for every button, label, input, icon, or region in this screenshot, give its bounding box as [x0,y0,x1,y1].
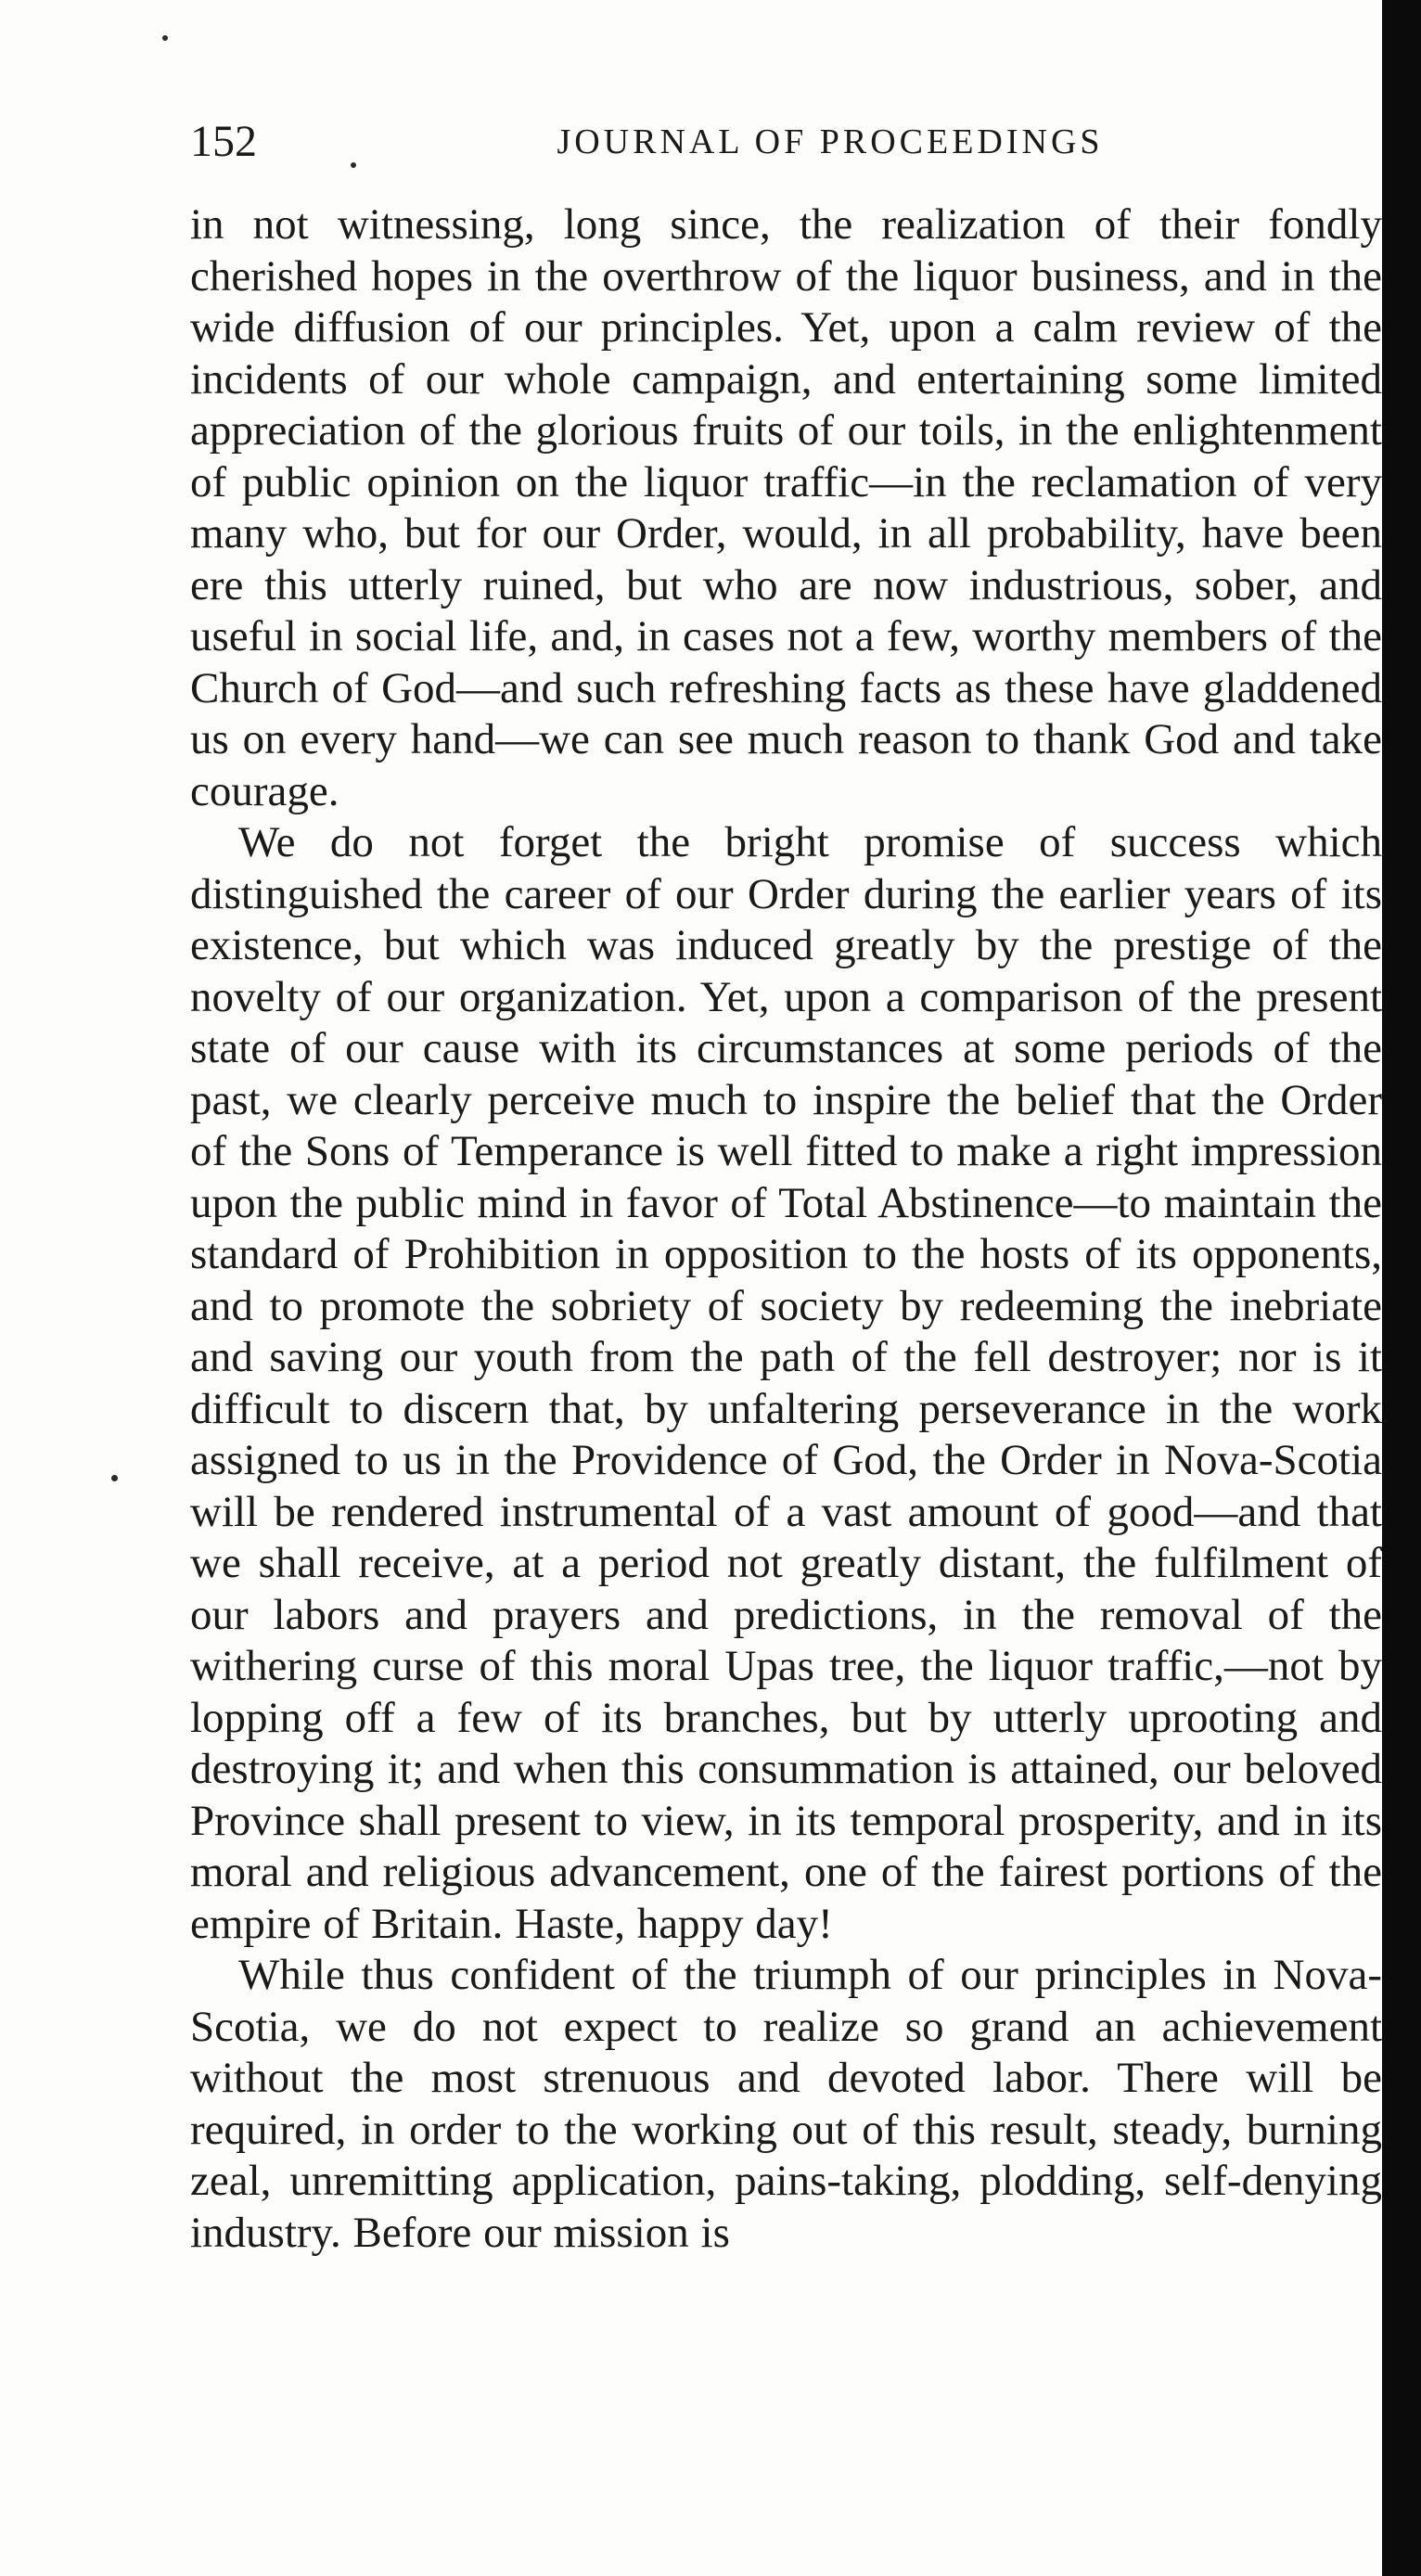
paragraph: in not witnessing, long since, the realization of their fondly cherished hopes in the overthrow of the liquor business, and in the wide diffusion of our principles. Yet, upon a calm review of the incidents of our whole campaign, and entertaining some limited appreciation of the glorious fruits of our toils, in the enlightenment of public opinion on the liquor traffic—in the reclamation of very many who, but for our Order, would, in all probability, have been ere this utterly ruined, but who are now industrious, sober, and useful in social life, and, in cases not a few, worthy members of the Church of God—and such refreshing facts as these have gladdened us on every hand—we can see much reason to thank God and take courage. [190,200,1382,815]
paragraph: We do not forget the bright promise of success which distinguished the career of our Order during the earlier years of its existence, but which was induced greatly by the prestige of the novelty of our organization. Yet, upon a comparison of the present state of our cause with its circumstances at some periods of the past, we clearly perceive much to inspire the belief that the Order of the Sons of Temperance is well fitted to make a right impression upon the public mind in favor of Total Abstinence—to maintain the standard of Prohibition in opposition to the hosts of its opponents, and to promote the sobriety of society by redeeming the inebriate and saving our youth from the path of the fell destroyer; nor is it difficult to discern that, by unfaltering perseverance in the work assigned to us in the Providence of God, the Order in Nova-Scotia will be rendered instrumental of a vast amount of good—and that we shall receive, at a period not greatly distant, the fulfilment of our labors and prayers and predictions, in the removal of the withering curse of this moral Upas tree, the liquor traffic,—not by lopping off a few of its branches, but by utterly uprooting and destroying it; and when this consummation is attained, our beloved Province shall present to view, in its temporal prosperity, and in its moral and religious advancement, one of the fairest portions of the empire of Britain. Haste, happy day! [190,818,1382,1948]
body-text [190,199,1382,2259]
ink-speck [162,35,168,41]
page-edge-shadow [1382,0,1421,2576]
ink-speck [111,1475,118,1481]
running-head [190,109,1368,174]
running-title: JOURNAL OF PROCEEDINGS [557,122,1104,161]
page-number: 152 [190,117,257,166]
paragraph: While thus confident of the triumph of our principles in Nova-Scotia, we do not expect to realize so grand an achievement without the most strenuous and devoted labor. There will be required, in order to the working out of this result, steady, burning zeal, unremitting application, pains-taking, plodding, self-denying industry. Before our mission is [190,1951,1382,2257]
